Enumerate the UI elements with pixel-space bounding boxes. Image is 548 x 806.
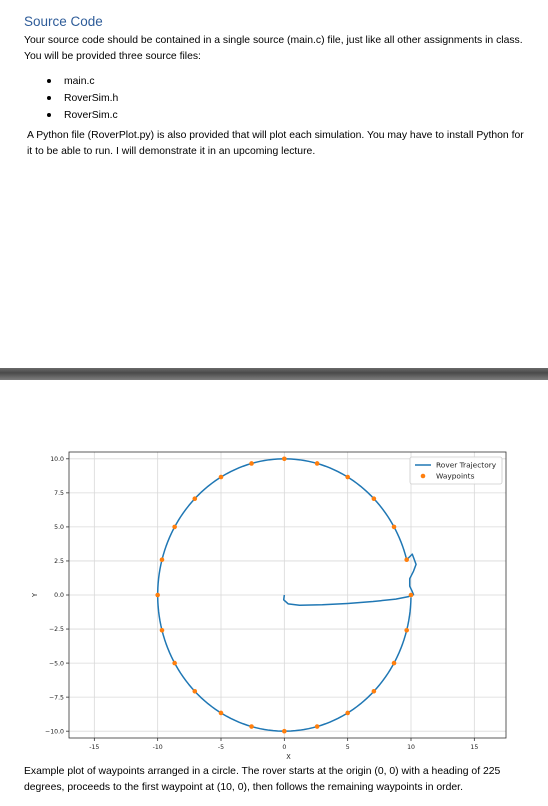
waypoint-marker [345, 475, 350, 480]
waypoint-marker [392, 661, 397, 666]
waypoint-marker [219, 711, 224, 716]
file-name: RoverSim.c [64, 110, 118, 121]
waypoint-marker [249, 461, 254, 466]
rover-plot [0, 380, 548, 764]
waypoint-marker [282, 457, 287, 462]
waypoint-marker [392, 525, 397, 530]
waypoint-marker [315, 461, 320, 466]
bullet-icon [47, 79, 51, 83]
x-tick-label: 5 [345, 744, 350, 751]
waypoint-marker [172, 661, 177, 666]
waypoint-marker [172, 525, 177, 530]
waypoint-marker [192, 496, 197, 501]
bullet-icon [47, 113, 51, 117]
file-name: RoverSim.h [64, 93, 119, 104]
y-tick-label: −7.5 [48, 694, 64, 702]
waypoint-marker [155, 593, 160, 598]
waypoint-marker [409, 593, 414, 598]
list-item [44, 107, 118, 124]
bullet-icon [47, 96, 51, 100]
x-axis-label: X [286, 753, 291, 761]
waypoint-marker [315, 724, 320, 729]
python-paragraph: A Python file (RoverPlot.py) is also provided that will plot each simulation. You may have to install Python for it to be able to run. I will demonstrate it in an upcoming lecture. [27, 130, 524, 157]
waypoint-marker [160, 557, 165, 562]
y-tick-label: 10.0 [50, 456, 64, 464]
list-item [44, 73, 118, 90]
legend-marker-swatch [421, 474, 426, 479]
y-tick-label: 0.0 [54, 592, 64, 600]
x-tick-label: 0 [282, 744, 287, 751]
waypoint-marker [160, 628, 165, 633]
waypoint-marker [404, 628, 409, 633]
legend-label: Rover Trajectory [436, 460, 497, 470]
list-item [44, 90, 118, 107]
waypoint-marker [372, 496, 377, 501]
y-tick-label: −5.0 [48, 660, 64, 668]
x-tick-label: -10 [152, 744, 163, 751]
y-tick-label: 7.5 [54, 490, 64, 498]
waypoint-marker [282, 729, 287, 734]
x-tick-label: 15 [470, 744, 479, 751]
waypoint-marker [404, 557, 409, 562]
source-file-list [44, 73, 118, 124]
page-divider [0, 368, 548, 380]
waypoint-marker [192, 689, 197, 694]
section-heading: Source Code [24, 14, 103, 29]
waypoint-marker [345, 711, 350, 716]
legend-label: Waypoints [436, 471, 475, 481]
waypoint-marker [372, 689, 377, 694]
waypoint-marker [249, 724, 254, 729]
y-tick-label: −2.5 [48, 626, 64, 634]
waypoint-marker [219, 475, 224, 480]
y-tick-label: 5.0 [54, 524, 64, 532]
y-axis-label: Y [31, 592, 39, 598]
file-name: main.c [64, 76, 95, 87]
y-tick-label: −10.0 [45, 728, 64, 736]
y-tick-label: 2.5 [54, 558, 64, 566]
x-tick-label: -15 [89, 744, 100, 751]
intro-paragraph: Your source code should be contained in a single source (main.c) file, just like all other assignments in class. You will be provided three source files: [24, 35, 523, 62]
x-tick-label: 10 [407, 744, 415, 751]
figure-caption: Example plot of waypoints arranged in a circle. The rover starts at the origin (0, 0) with a heading of 225 degrees, proceeds to the first waypoint at (10, 0), then follows the remaining waypoints in order. [24, 766, 501, 793]
x-tick-label: -5 [217, 744, 225, 751]
